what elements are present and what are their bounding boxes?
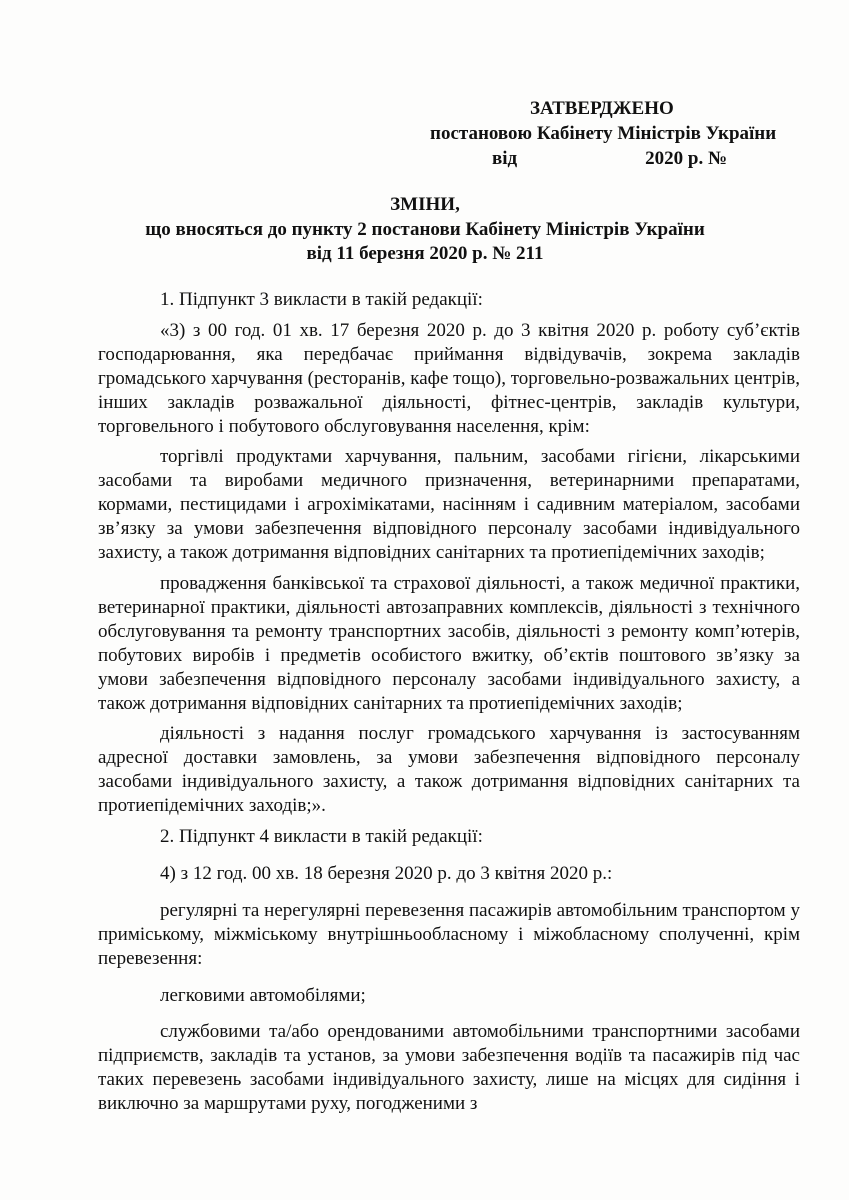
- approval-date-prefix: від: [492, 148, 518, 169]
- paragraph-item-2: 2. Підпункт 4 викласти в такій редакції:: [160, 826, 483, 848]
- approval-date-suffix: 2020 р. №: [645, 148, 728, 169]
- paragraph-catering-exception: діяльності з надання послуг громадського харчування із застосуванням адресної доставки замовлень, за умови забезпечення відповідного персоналу засобами індивідуального захисту, а також дотримання відповідних санітарних та протиепідемічних заходів;».: [98, 723, 800, 817]
- paragraph-subpoint-4: 4) з 12 год. 00 хв. 18 березня 2020 р. до 3 квітня 2020 р.:: [160, 862, 613, 884]
- document-heading: [60, 193, 790, 267]
- approval-title: ЗАТВЕРДЖЕНО: [530, 98, 674, 119]
- document-body: [98, 288, 800, 1116]
- approval-date-line: [430, 146, 810, 171]
- approval-stamp-block: [430, 96, 810, 171]
- document-subtitle-line1: що вносяться до пункту 2 постанови Кабінету Міністрів України: [145, 218, 705, 240]
- paragraph-service-vehicles: службовими та/або орендованими автомобільними транспортними засобами підприємств, закладів та установ, за умови забезпечення водіїв та пасажирів під час таких перевезень засобами індивідуального захисту, лише на місцях для сидіння і виключно за маршрутами руху, погодженими з: [98, 1021, 800, 1115]
- paragraph-trade-exception: торгівлі продуктами харчування, пальним, засобами гігієни, лікарськими засобами та виробами медичного призначення, ветеринарними препаратами, кормами, пестицидами і агрохімікатами, насінням і садивним матеріалом, засобами зв’язку за умови забезпечення відповідного персоналу засобами індивідуального захисту, а також дотримання відповідних санітарних та протиепідемічних заходів;: [98, 446, 800, 564]
- approval-authority: постановою Кабінету Міністрів України: [430, 123, 777, 144]
- paragraph-subpoint-3: «3) з 00 год. 01 хв. 17 березня 2020 р. до 3 квітня 2020 р. роботу суб’єктів господарювання, яка передбачає приймання відвідувачів, зокрема закладів громадського харчування (ресторанів, кафе тощо), торговельно-розважальних центрів, інших закладів розважальної діяльності, фітнес-центрів, закладів культури, торговельного і побутового обслуговування населення, крім:: [98, 319, 800, 437]
- paragraph-transport: регулярні та нерегулярні перевезення пасажирів автомобільним транспортом у приміському, міжміському внутрішньообласному і міжобласному сполученні, крім перевезення:: [98, 899, 800, 969]
- paragraph-services-exception: провадження банківської та страхової діяльності, а також медичної практики, ветеринарної практики, діяльності автозаправних комплексів, діяльності з технічного обслуговування та ремонту транспортних засобів, діяльності з ремонту комп’ютерів, побутових виробів і предметів особистого вжитку, об’єктів поштового зв’язку за умови забезпечення відповідного персоналу засобами індивідуального захисту, а також дотримання відповідних санітарних та протиепідемічних заходів;: [98, 572, 800, 714]
- document-title: ЗМІНИ,: [390, 194, 460, 215]
- document-subtitle-line2: від 11 березня 2020 р. № 211: [306, 243, 544, 264]
- paragraph-item-1: 1. Підпункт 3 викласти в такій редакції:: [160, 289, 483, 310]
- paragraph-cars: легковими автомобілями;: [160, 984, 366, 1006]
